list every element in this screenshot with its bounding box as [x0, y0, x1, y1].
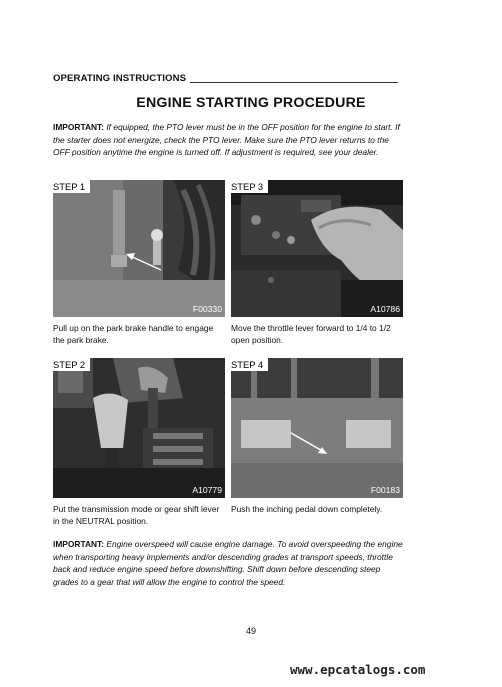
page-number: 49	[245, 626, 256, 636]
note-label: IMPORTANT:	[53, 122, 105, 132]
watermark-url: www.epcatalogs.com	[290, 662, 426, 677]
page-title: ENGINE STARTING PROCEDURE	[136, 95, 366, 111]
step-4-figure-code: F00183	[370, 485, 400, 495]
park-brake-image	[53, 180, 225, 317]
section-header: OPERATING INSTRUCTIONS	[53, 73, 187, 84]
step-4-label: STEP 4	[231, 358, 268, 371]
step-3-photo	[231, 180, 403, 317]
step-3-caption: Move the throttle lever forward to 1/4 to 1/2 open position.	[231, 323, 391, 345]
note-text: If equipped, the PTO lever must be in the OFF position for the engine to start. If the starter does not energize, check the PTO lever. Make sure the PTO lever returns to the OFF position anytime the engine is turned off. If adjustment is required, see your dealer.	[53, 122, 400, 158]
throttle-lever-image	[231, 180, 403, 317]
note-label: IMPORTANT:	[53, 539, 105, 549]
important-note-pto	[53, 121, 403, 159]
step-3-label: STEP 3	[231, 180, 268, 193]
step-2-label: STEP 2	[53, 358, 90, 371]
step-2-figure-code: A10779	[192, 485, 222, 495]
important-note-overspeed	[53, 538, 403, 588]
step-1-photo	[53, 180, 225, 317]
step-1-caption: Pull up on the park brake handle to engage the park brake.	[53, 323, 214, 345]
step-1-label: STEP 1	[53, 180, 90, 193]
note-text: Engine overspeed will cause engine damage. To avoid overspeeding the engine when transporting heavy implements and/or descending grades at transport speeds, throttle back and reduce engine speed before downshifting. Shift down before descending steep grades to a gear that will allow the engine to control the speed.	[53, 539, 403, 587]
step-2-photo	[53, 358, 225, 498]
step-4-caption: Push the inching pedal down completely.	[231, 504, 383, 514]
section-header-rule	[190, 82, 398, 83]
step-2-caption: Put the transmission mode or gear shift lever in the NEUTRAL position.	[53, 504, 220, 526]
step-4-photo	[231, 358, 403, 498]
step-3-figure-code: A10786	[370, 304, 400, 314]
gear-shift-image	[53, 358, 225, 498]
inching-pedal-image	[231, 358, 403, 498]
step-1-figure-code: F00330	[192, 304, 222, 314]
